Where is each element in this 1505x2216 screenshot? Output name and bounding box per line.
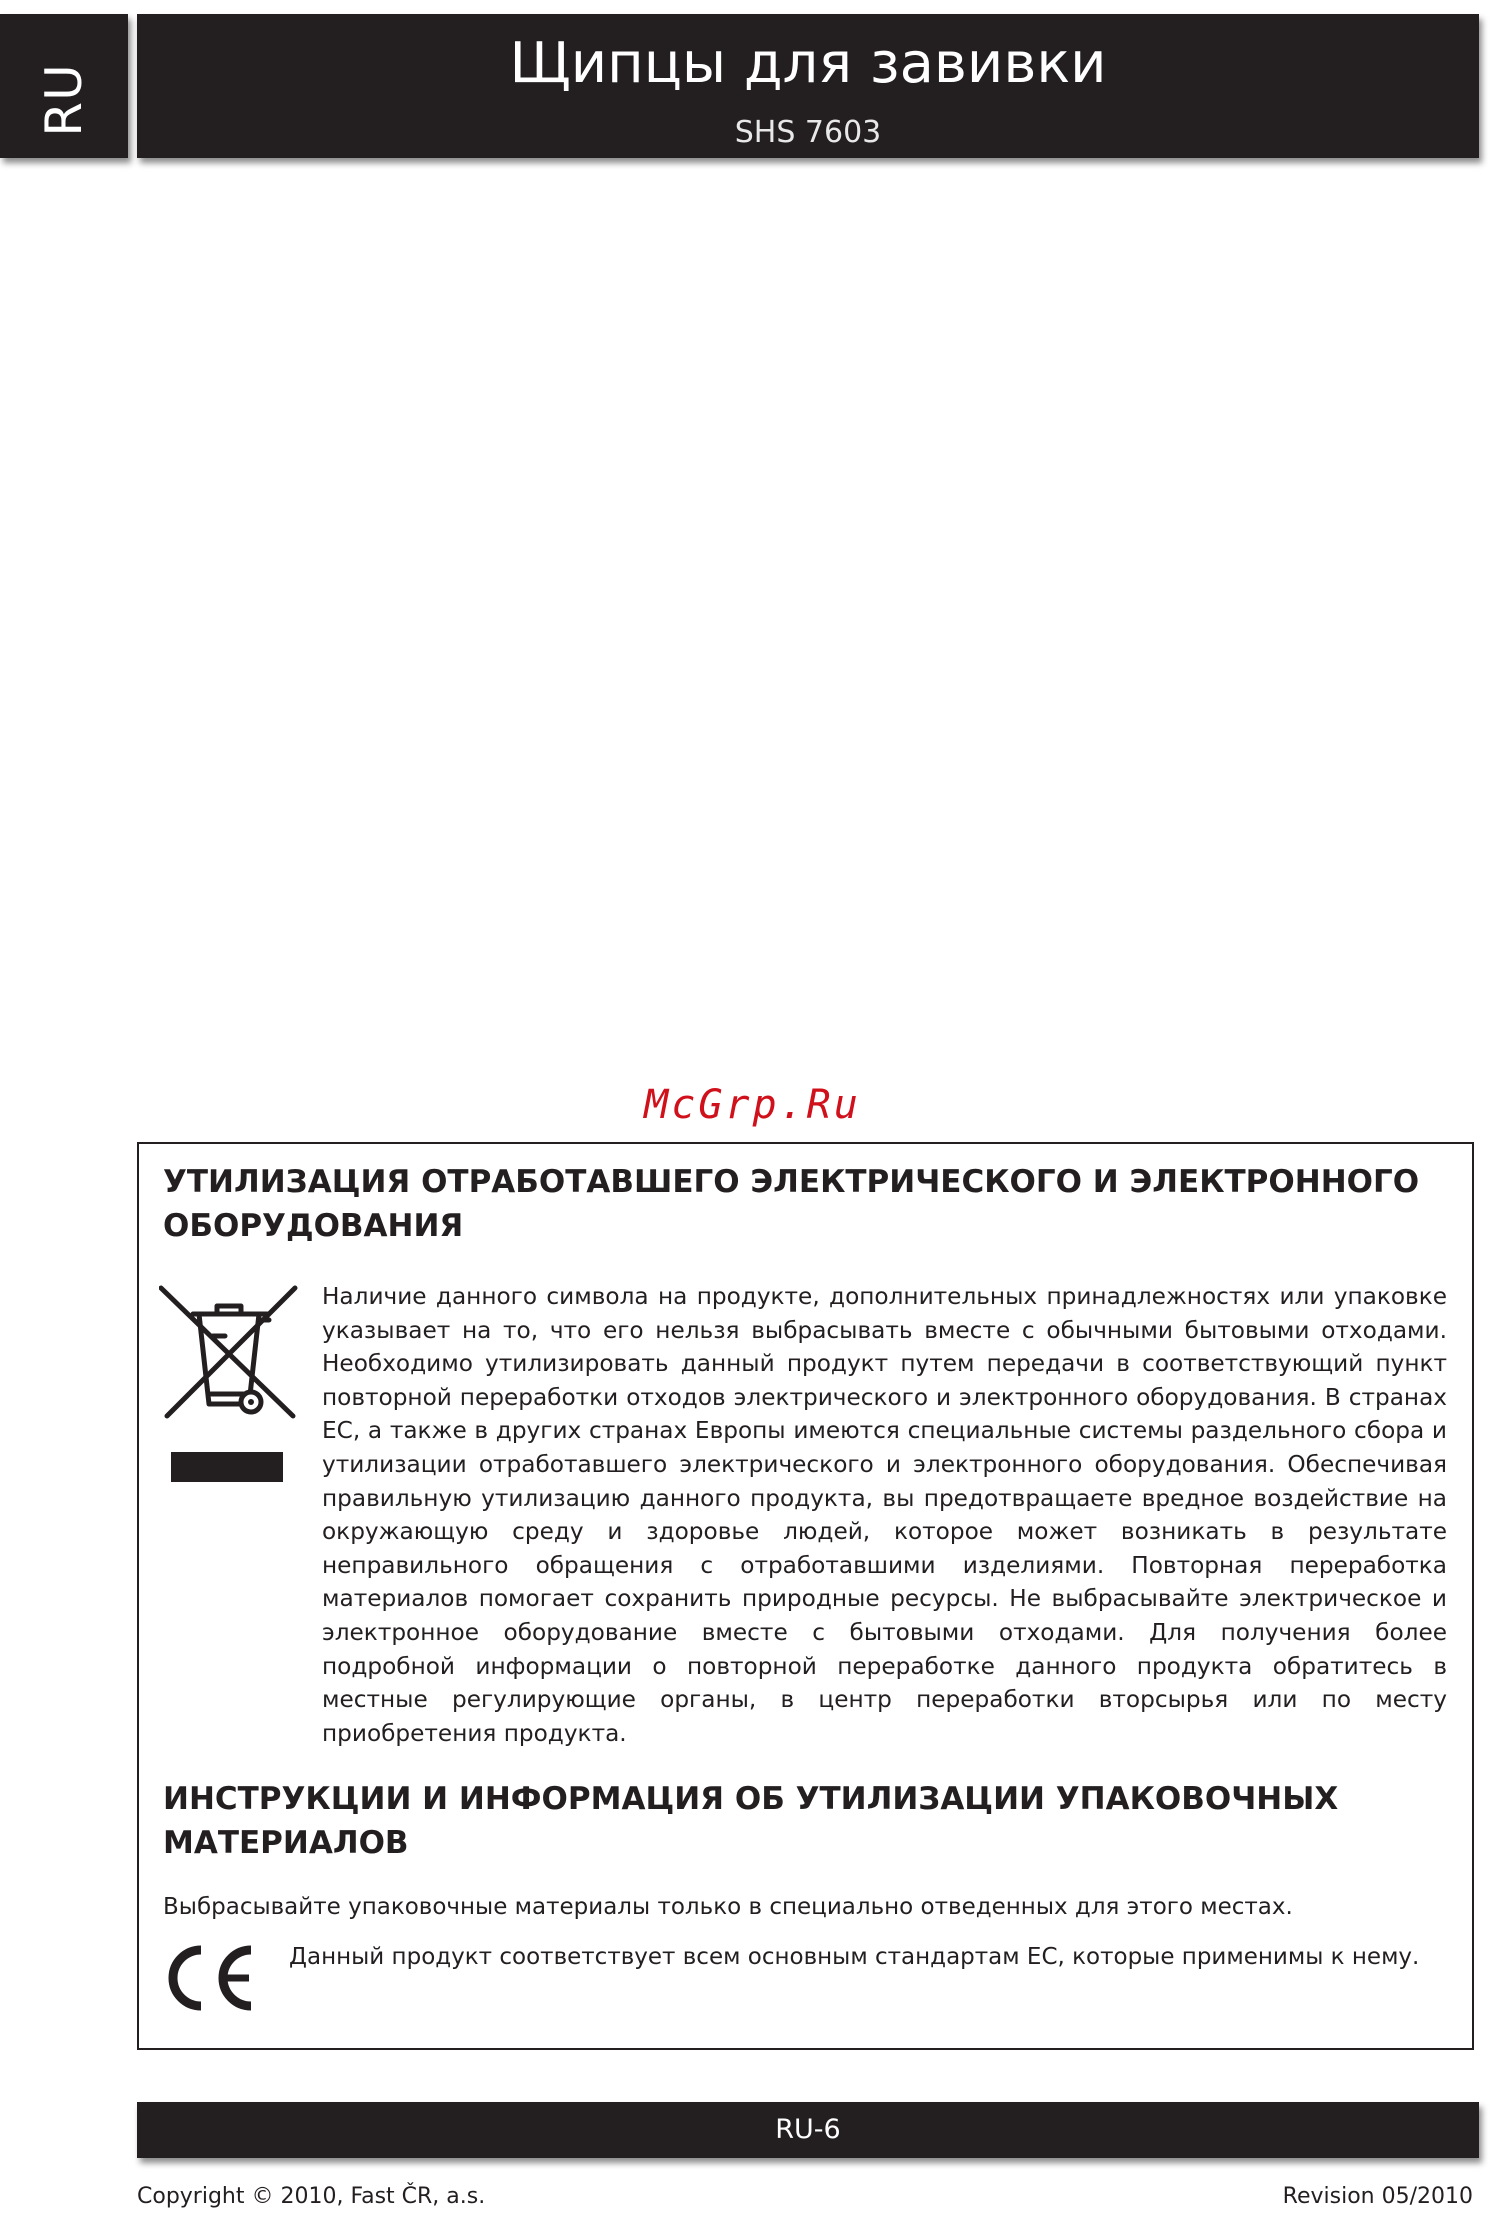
weee-paragraph: Наличие данного символа на продукте, дополнительных принадлежностях или упаковке указывает на то, что его нельзя выбрасывать вместе с обычными бытовыми отходами. Необходимо утилизировать данный продукт путем передачи в соответствующий пункт повторной переработки отходов электрического и электронного оборудования. В странах ЕС, а также в других странах Европы имеются специальные системы раздельного сбора и утилизации отработавшего электрического и электронного оборудования. Обеспечивая правильную утилизацию данного продукта, вы предотвращаете вредное воздействие на окружающую среду и здоровье людей, которое может возникать в результате неправильного обращения с отработавшими изделиями. Повторная переработка материалов помогает сохранить природные ресурсы. Не выбрасывайте электрическое и электронное оборудование вместе с бытовыми отходами. Для получения более подробной информации о повторной переработке данного продукта обратитесь в местные регулирующие органы, в центр переработки вторсырья или по месту приобретения продукта.: [322, 1283, 1447, 1747]
language-tab: [0, 14, 128, 158]
weee-title-line-1: УТИЛИЗАЦИЯ ОТРАБОТАВШЕГО ЭЛЕКТРИЧЕСКОГО И ЭЛЕКТРОННОГО: [163, 1164, 1420, 1200]
weee-section-title: [163, 1160, 1419, 1248]
ce-mark-icon: [161, 1942, 261, 2014]
disposal-info-box: [137, 1142, 1474, 2050]
packaging-title-line-2: МАТЕРИАЛОВ: [163, 1825, 409, 1861]
crossed-out-wheelie-bin-icon: [159, 1284, 299, 1484]
packaging-title-line-1: ИНСТРУКЦИИ И ИНФОРМАЦИЯ ОБ УТИЛИЗАЦИИ УПАКОВОЧНЫХ: [163, 1781, 1339, 1817]
revision-text: Revision 05/2010: [1282, 2184, 1473, 2209]
weee-title-line-2: ОБОРУДОВАНИЯ: [163, 1208, 464, 1244]
footer-bar: [137, 2102, 1479, 2158]
packaging-section-title: [163, 1777, 1338, 1865]
page-number: RU-6: [775, 2114, 841, 2145]
model-number: SHS 7603: [734, 115, 882, 150]
language-code: RU: [35, 63, 93, 137]
watermark: McGrp.Ru: [644, 1082, 861, 1128]
header-bar: [137, 14, 1479, 158]
ce-conformity-text: Данный продукт соответствует всем основным стандартам ЕС, которые применимы к нему.: [289, 1944, 1420, 1970]
page-title: Щипцы для завивки: [509, 31, 1107, 96]
copyright-text: Copyright © 2010, Fast ČR, a.s.: [137, 2184, 486, 2209]
packaging-paragraph: Выбрасывайте упаковочные материалы только в специально отведенных для этого местах.: [163, 1894, 1293, 1920]
